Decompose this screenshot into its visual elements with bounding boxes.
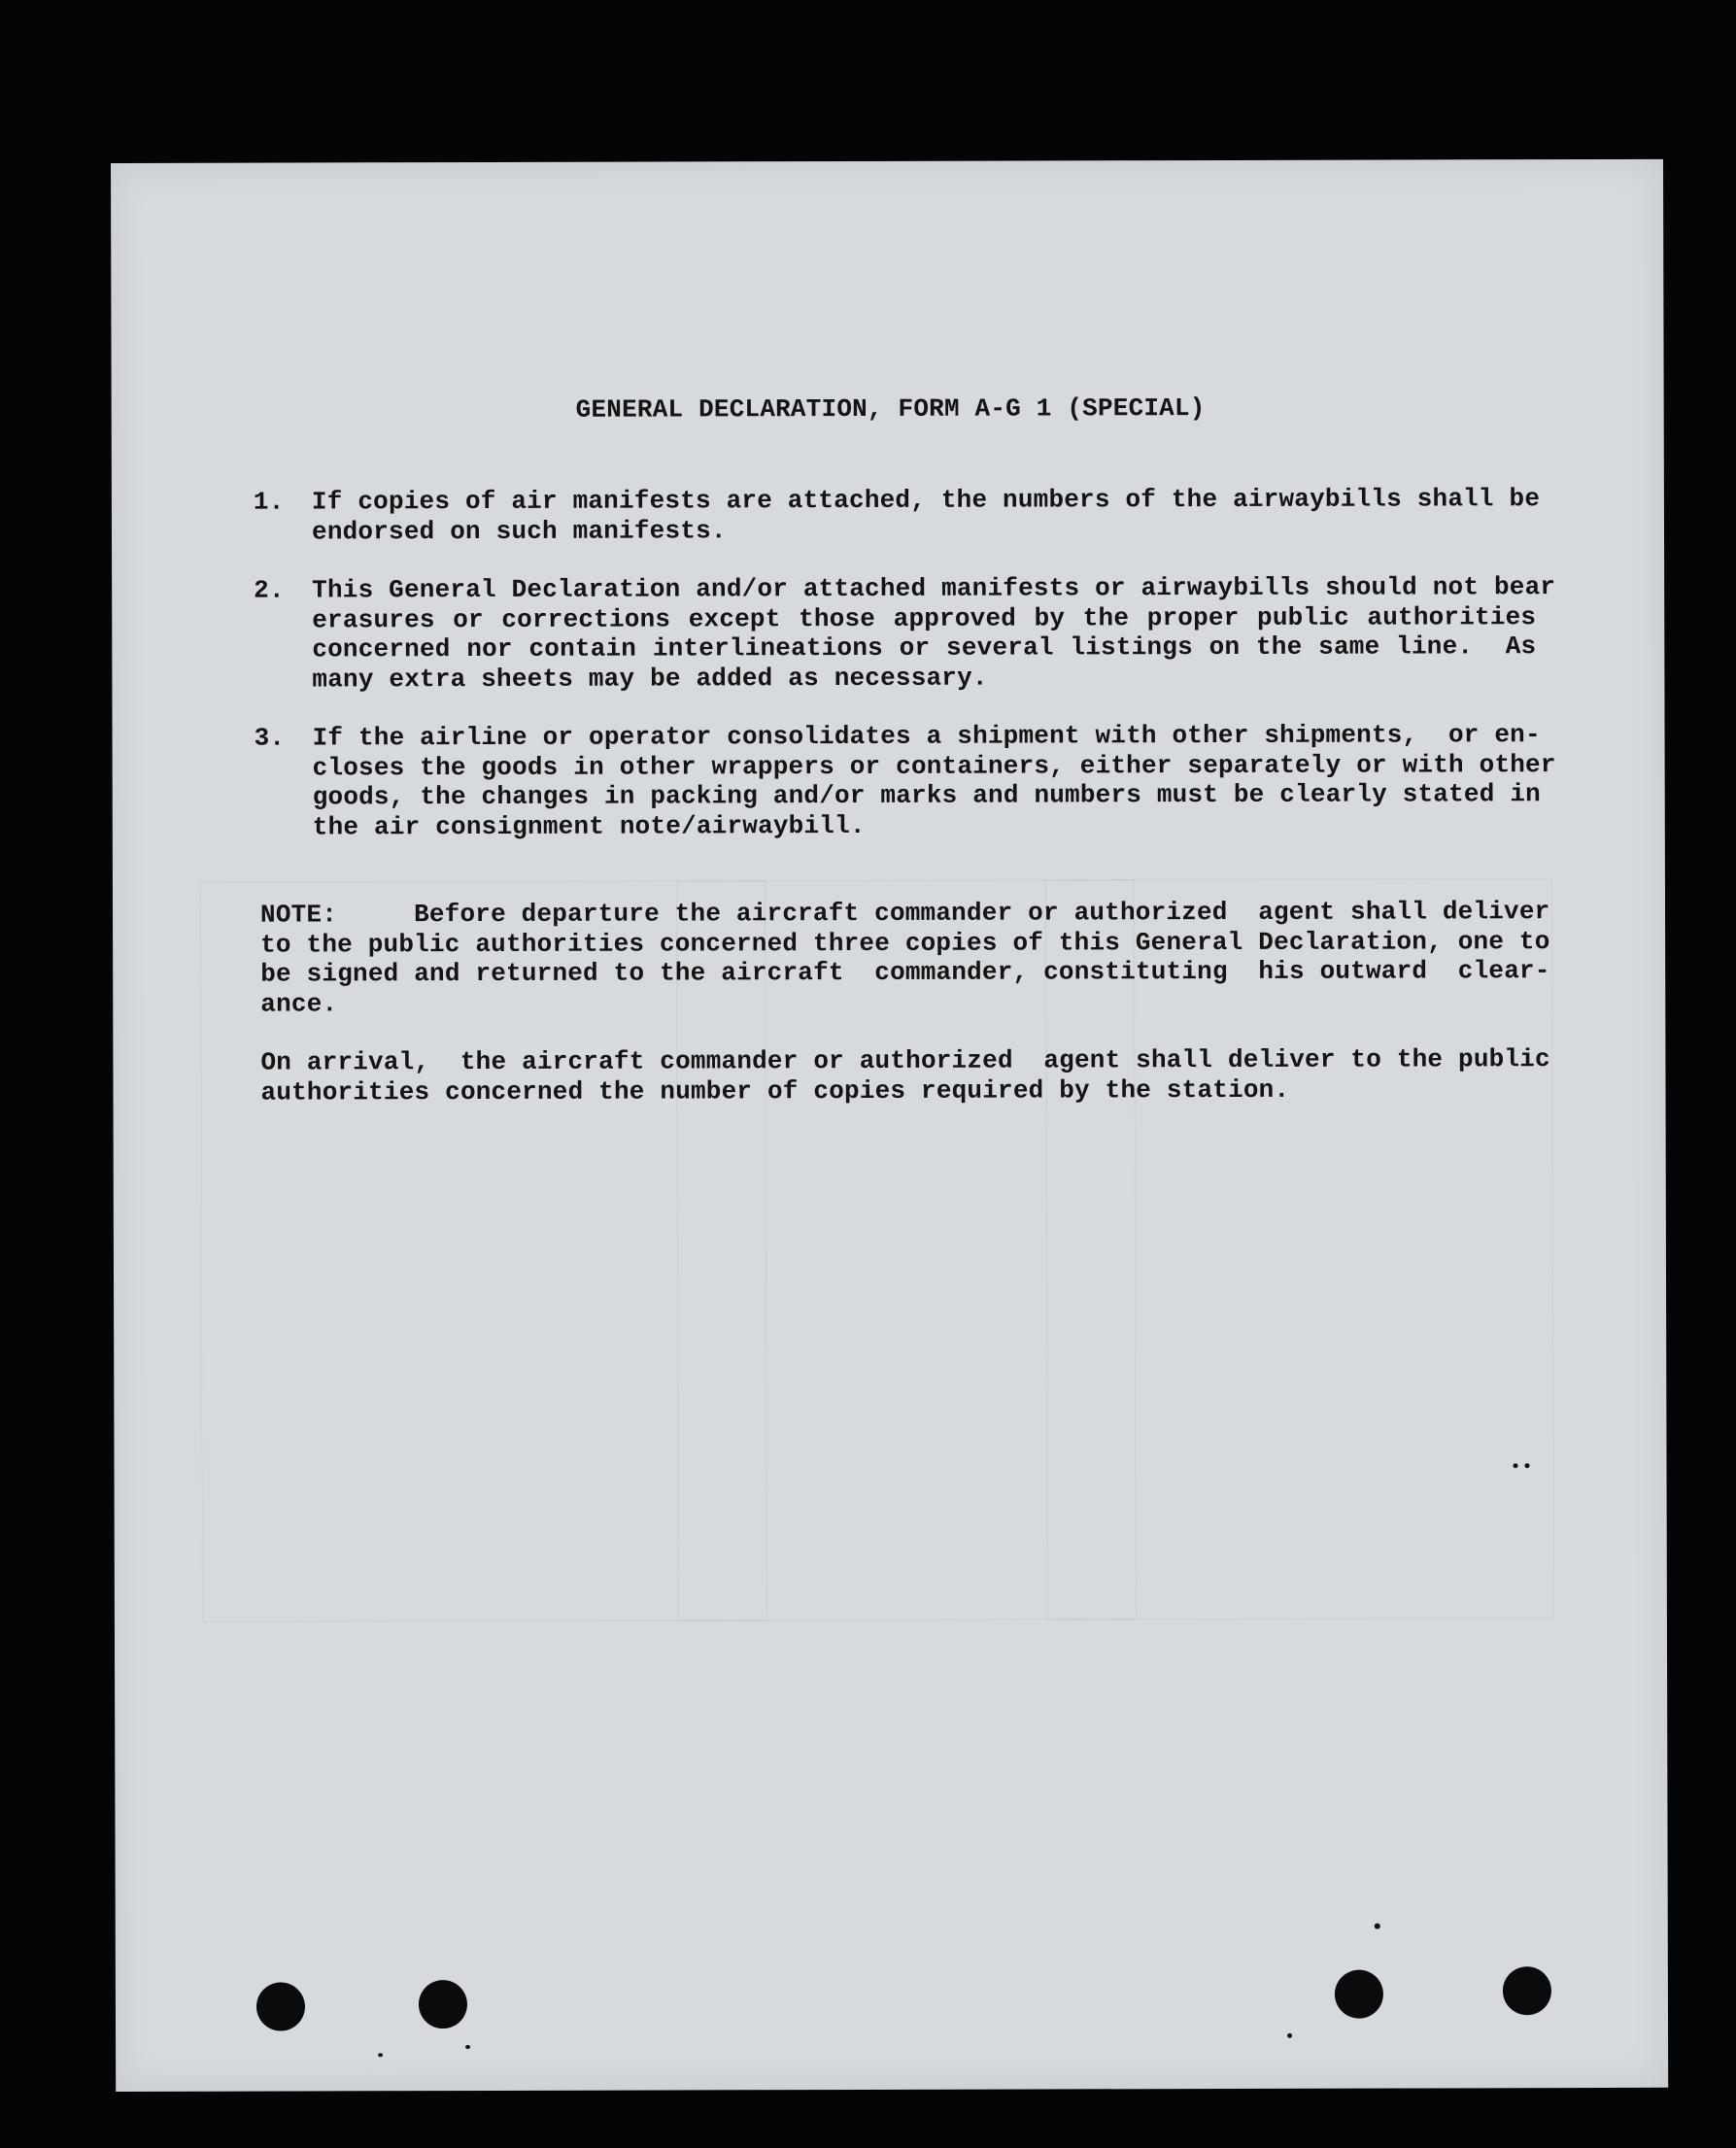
note-paragraph [259, 897, 1550, 1019]
declaration-text [111, 159, 1663, 1108]
item-line: If copies of air manifests are attached, the numbers of the airwaybills shall be [311, 484, 1541, 517]
scan-speck [1514, 1463, 1518, 1468]
arrival-paragraph [260, 1044, 1550, 1108]
note-line: to the public authorities concerned three copies of this General Declaration, one to [260, 926, 1550, 960]
item-number: 1. [253, 487, 285, 517]
scan-speck [1375, 1924, 1380, 1929]
item-line: goods, the changes in packing and/or marks and numbers must be clearly stated in [312, 779, 1541, 812]
item-line: erasures or corrections except those approved by the proper public authorities [312, 601, 1537, 634]
scan-speck [465, 2045, 470, 2049]
instruction-item-3 [254, 720, 1556, 841]
instruction-item-1 [253, 484, 1541, 546]
note-line: ance. [260, 988, 338, 1019]
punch-hole [419, 1980, 467, 2029]
note-line: be signed and returned to the aircraft commander, constituting his outward clear- [260, 956, 1550, 989]
item-line: many extra sheets may be added as necessary. [312, 663, 988, 694]
punch-hole [256, 1982, 305, 2030]
item-line: endorsed on such manifests. [311, 515, 727, 546]
item-line: If the airline or operator consolidates a shipment with other shipments, or en- [312, 720, 1541, 753]
scan-speck [378, 2053, 383, 2057]
item-line: the air consignment note/airwaybill. [312, 810, 866, 841]
paper-sheet [111, 159, 1668, 2092]
note-line: NOTE: Before departure the aircraft commander or authorized agent shall deliver [259, 897, 1550, 930]
item-number: 2. [254, 575, 285, 605]
scan-speck [1287, 2033, 1292, 2038]
item-line: closes the goods in other wrappers or containers, either separately or with other [312, 749, 1556, 782]
instruction-item-2 [254, 572, 1556, 694]
page-title: GENERAL DECLARATION, FORM A-G 1 (SPECIAL) [575, 393, 1206, 425]
punch-hole [1335, 1970, 1383, 2019]
scan-speck [1525, 1463, 1530, 1468]
punch-hole [1503, 1966, 1551, 2015]
item-line: concerned nor contain interlineations or several listings on the same line. As [312, 631, 1537, 665]
arrival-line: authorities concerned the number of copies required by the station. [260, 1074, 1290, 1108]
item-line: This General Declaration and/or attached manifests or airwaybills should not bear [312, 572, 1556, 605]
item-number: 3. [254, 723, 286, 753]
arrival-line: On arrival, the aircraft commander or authorized agent shall deliver to the public [260, 1044, 1550, 1077]
